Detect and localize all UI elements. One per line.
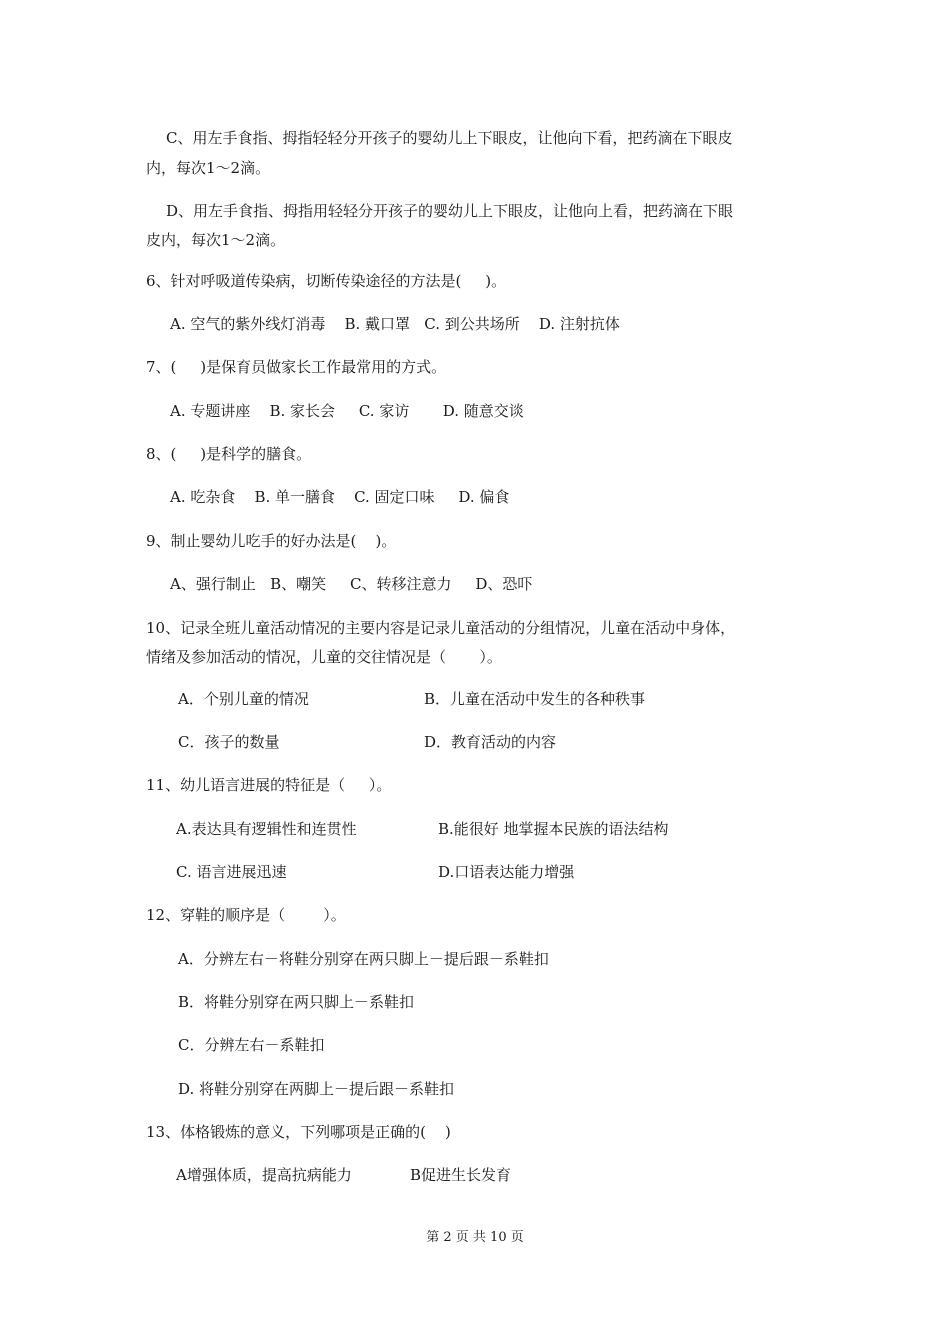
question-12-option-c: C．分辨左右－系鞋扣 <box>178 1036 325 1054</box>
question-12-option-b: B．将鞋分别穿在两只脚上－系鞋扣 <box>178 993 415 1011</box>
page-footer: 第 2 页 共 10 页 <box>426 1230 524 1245</box>
question-8: 8、( )是科学的膳食。 <box>146 445 312 463</box>
question-11-option-b: B.能很好 地掌握本民族的语法结构 <box>438 820 669 838</box>
question-9: 9、制止婴幼儿吃手的好办法是( )。 <box>146 532 397 550</box>
question-7-options: A. 专题讲座 B. 家长会 C. 家访 D. 随意交谈 <box>170 402 524 420</box>
question-10-option-a: A．个别儿童的情况 <box>178 690 309 708</box>
q5-option-c-line2: 内，每次1～2滴。 <box>146 159 271 177</box>
question-11-option-d: D.口语表达能力增强 <box>438 863 575 881</box>
question-11-option-c: C. 语言进展迅速 <box>176 863 287 881</box>
question-13-option-b: B促进生长发育 <box>410 1166 512 1184</box>
question-6-options: A. 空气的紫外线灯消毒 B. 戴口罩 C. 到公共场所 D. 注射抗体 <box>170 315 620 333</box>
question-12-option-a: A．分辨左右－将鞋分别穿在两只脚上－提后跟－系鞋扣 <box>178 950 549 968</box>
question-11-option-a: A.表达具有逻辑性和连贯性 <box>176 820 357 838</box>
question-12: 12、穿鞋的顺序是（ ）。 <box>146 906 346 924</box>
question-12-option-d: D. 将鞋分别穿在两脚上－提后跟－系鞋扣 <box>178 1080 455 1098</box>
question-8-options: A. 吃杂食 B. 单一膳食 C. 固定口味 D. 偏食 <box>170 488 510 506</box>
question-10-option-c: C．孩子的数量 <box>178 733 280 751</box>
question-11: 11、幼儿语言进展的特征是（ ）。 <box>146 776 392 794</box>
question-13-option-a: A增强体质，提高抗病能力 <box>176 1166 352 1184</box>
question-10-line2: 情绪及参加活动的情况，儿童的交往情况是（ ）。 <box>146 648 502 666</box>
question-10-option-b: B．儿童在活动中发生的各种秩事 <box>424 690 646 708</box>
question-13: 13、体格锻炼的意义，下列哪项是正确的( ) <box>146 1123 451 1141</box>
question-10-line1: 10、记录全班儿童活动情况的主要内容是记录儿童活动的分组情况，儿童在活动中身体， <box>146 619 736 637</box>
q5-option-d-line2: 皮内，每次1～2滴。 <box>146 231 286 249</box>
question-6: 6、针对呼吸道传染病，切断传染途径的方法是( )。 <box>146 272 507 290</box>
q5-option-c-line1: C、用左手食指、拇指轻轻分开孩子的婴幼儿上下眼皮，让他向下看，把药滴在下眼皮 <box>166 129 733 147</box>
question-7: 7、( )是保育员做家长工作最常用的方式。 <box>146 358 447 376</box>
q5-option-d-line1: D、用左手食指、拇指用轻轻分开孩子的婴幼儿上下眼皮，让他向上看，把药滴在下眼 <box>166 202 734 220</box>
question-9-options: A、强行制止 B、嘲笑 C、转移注意力 D、恐吓 <box>170 575 533 593</box>
question-10-option-d: D．教育活动的内容 <box>424 733 557 751</box>
